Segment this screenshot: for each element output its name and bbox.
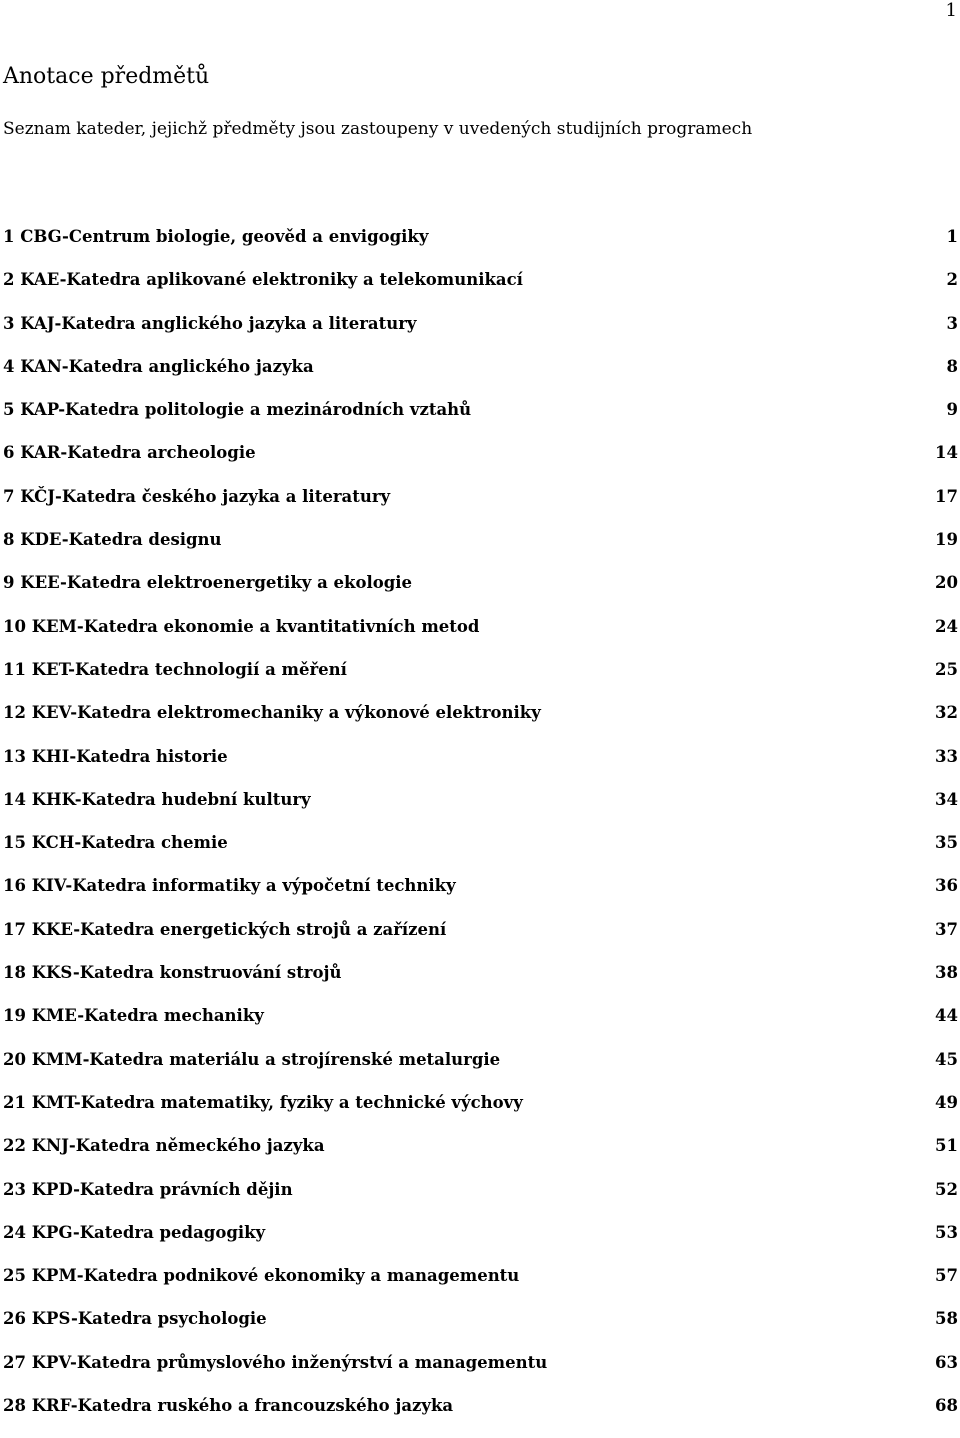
toc-entry[interactable]: [0, 702, 960, 745]
toc-entry[interactable]: [0, 572, 960, 615]
toc-entry-label: 23 KPD-Katedra právních dějin: [3, 1179, 293, 1199]
toc-entry-label: 24 KPG-Katedra pedagogiky: [3, 1222, 266, 1242]
toc-entry-label: 7 KČJ-Katedra českého jazyka a literatury: [3, 486, 391, 506]
toc-entry-label: 17 KKE-Katedra energetických strojů a zařízení: [3, 919, 447, 939]
toc-entry-page-number: 45: [935, 1049, 958, 1069]
toc-entry[interactable]: [0, 1308, 960, 1351]
toc-entry-label: 5 KAP-Katedra politologie a mezinárodních vztahů: [3, 400, 472, 420]
toc-entry[interactable]: [0, 356, 960, 399]
toc-entry-label: 14 KHK-Katedra hudební kultury: [3, 789, 311, 809]
toc-entry-label: 12 KEV-Katedra elektromechaniky a výkonové elektroniky: [3, 703, 541, 723]
toc-entry[interactable]: [0, 746, 960, 789]
toc-entry[interactable]: [0, 616, 960, 659]
toc-entry-label: 21 KMT-Katedra matematiky, fyziky a technické výchovy: [3, 1092, 523, 1112]
toc-entry-label: 10 KEM-Katedra ekonomie a kvantitativních metod: [3, 616, 480, 636]
toc-entry-page-number: 20: [935, 573, 958, 593]
page-number: 1: [945, 0, 957, 21]
toc-entry[interactable]: [0, 875, 960, 918]
toc-entry[interactable]: [0, 1222, 960, 1265]
toc-entry-page-number: 38: [935, 963, 958, 983]
toc-entry-label: 13 KHI-Katedra historie: [3, 746, 228, 766]
toc-entry[interactable]: [0, 659, 960, 702]
toc-entry[interactable]: [0, 1352, 960, 1395]
toc-entry-label: 11 KET-Katedra technologií a měření: [3, 659, 347, 679]
toc-entry-page-number: 35: [935, 833, 958, 853]
toc-entry-page-number: 9: [946, 400, 958, 420]
toc-entry-page-number: 25: [935, 659, 958, 679]
toc-entry[interactable]: [0, 399, 960, 442]
toc-entry-page-number: 51: [935, 1136, 958, 1156]
toc-entry[interactable]: [0, 486, 960, 529]
toc-entry-page-number: 17: [935, 486, 958, 506]
toc-entry-label: 4 KAN-Katedra anglického jazyka: [3, 356, 314, 376]
toc-entry-label: 19 KME-Katedra mechaniky: [3, 1006, 264, 1026]
toc-entry-page-number: 19: [935, 530, 958, 550]
document-subtitle: Seznam kateder, jejichž předměty jsou zastoupeny v uvedených studijních programech: [3, 119, 753, 139]
toc-entry-label: 1 CBG-Centrum biologie, geověd a envigogiky: [3, 227, 429, 246]
toc-entry-label: 9 KEE-Katedra elektroenergetiky a ekologie: [3, 573, 413, 593]
toc-entry-page-number: 63: [935, 1352, 958, 1372]
toc-entry-label: 20 KMM-Katedra materiálu a strojírenské metalurgie: [3, 1049, 501, 1069]
toc-entry[interactable]: [0, 313, 960, 356]
toc-entry[interactable]: [0, 962, 960, 1005]
toc-entry-label: 6 KAR-Katedra archeologie: [3, 443, 256, 463]
document-title: Anotace předmětů: [3, 64, 210, 89]
toc-entry-page-number: 24: [935, 616, 958, 636]
toc-entry-label: 16 KIV-Katedra informatiky a výpočetní techniky: [3, 876, 456, 896]
toc-entry-label: 8 KDE-Katedra designu: [3, 530, 222, 550]
toc-entry[interactable]: [0, 789, 960, 832]
toc-entry-page-number: 49: [935, 1092, 958, 1112]
toc-entry-page-number: 8: [946, 356, 958, 376]
toc-entry-page-number: 33: [935, 746, 958, 766]
toc-entry-page-number: 52: [935, 1179, 958, 1199]
toc-entry-page-number: 34: [935, 789, 958, 809]
table-of-contents: [0, 226, 960, 1438]
toc-entry[interactable]: [0, 1005, 960, 1048]
toc-entry[interactable]: [0, 442, 960, 485]
toc-entry-page-number: 44: [935, 1006, 958, 1026]
toc-entry-page-number: 53: [935, 1222, 958, 1242]
toc-entry-page-number: 36: [935, 876, 958, 896]
toc-entry-page-number: 32: [935, 703, 958, 723]
toc-entry-label: 2 KAE-Katedra aplikované elektroniky a telekomunikací: [3, 270, 523, 290]
toc-entry[interactable]: [0, 832, 960, 875]
toc-entry-page-number: 1: [946, 227, 958, 246]
toc-entry-label: 15 KCH-Katedra chemie: [3, 833, 228, 853]
toc-entry[interactable]: [0, 1092, 960, 1135]
toc-entry-label: 22 KNJ-Katedra německého jazyka: [3, 1136, 325, 1156]
toc-entry-label: 25 KPM-Katedra podnikové ekonomiky a managementu: [3, 1266, 520, 1286]
toc-entry-label: 28 KRF-Katedra ruského a francouzského jazyka: [3, 1396, 454, 1416]
toc-entry-label: 27 KPV-Katedra průmyslového inženýrství a managementu: [3, 1352, 548, 1372]
toc-entry[interactable]: [0, 919, 960, 962]
toc-entry[interactable]: [0, 1135, 960, 1178]
toc-entry[interactable]: [0, 529, 960, 572]
toc-entry[interactable]: [0, 1265, 960, 1308]
toc-entry[interactable]: [0, 1049, 960, 1092]
toc-entry[interactable]: [0, 269, 960, 312]
toc-entry-page-number: 37: [935, 919, 958, 939]
toc-entry-label: 3 KAJ-Katedra anglického jazyka a literatury: [3, 313, 417, 333]
toc-entry-label: 26 KPS-Katedra psychologie: [3, 1309, 267, 1329]
toc-entry-page-number: 68: [935, 1396, 958, 1416]
toc-entry[interactable]: [0, 1395, 960, 1438]
toc-entry[interactable]: [0, 1179, 960, 1222]
toc-entry-label: 18 KKS-Katedra konstruování strojů: [3, 963, 342, 983]
toc-entry-page-number: 3: [946, 313, 958, 333]
toc-entry-page-number: 58: [935, 1309, 958, 1329]
toc-entry-page-number: 2: [946, 270, 958, 290]
toc-entry-page-number: 14: [935, 443, 958, 463]
toc-entry[interactable]: [0, 226, 960, 269]
toc-entry-page-number: 57: [935, 1266, 958, 1286]
